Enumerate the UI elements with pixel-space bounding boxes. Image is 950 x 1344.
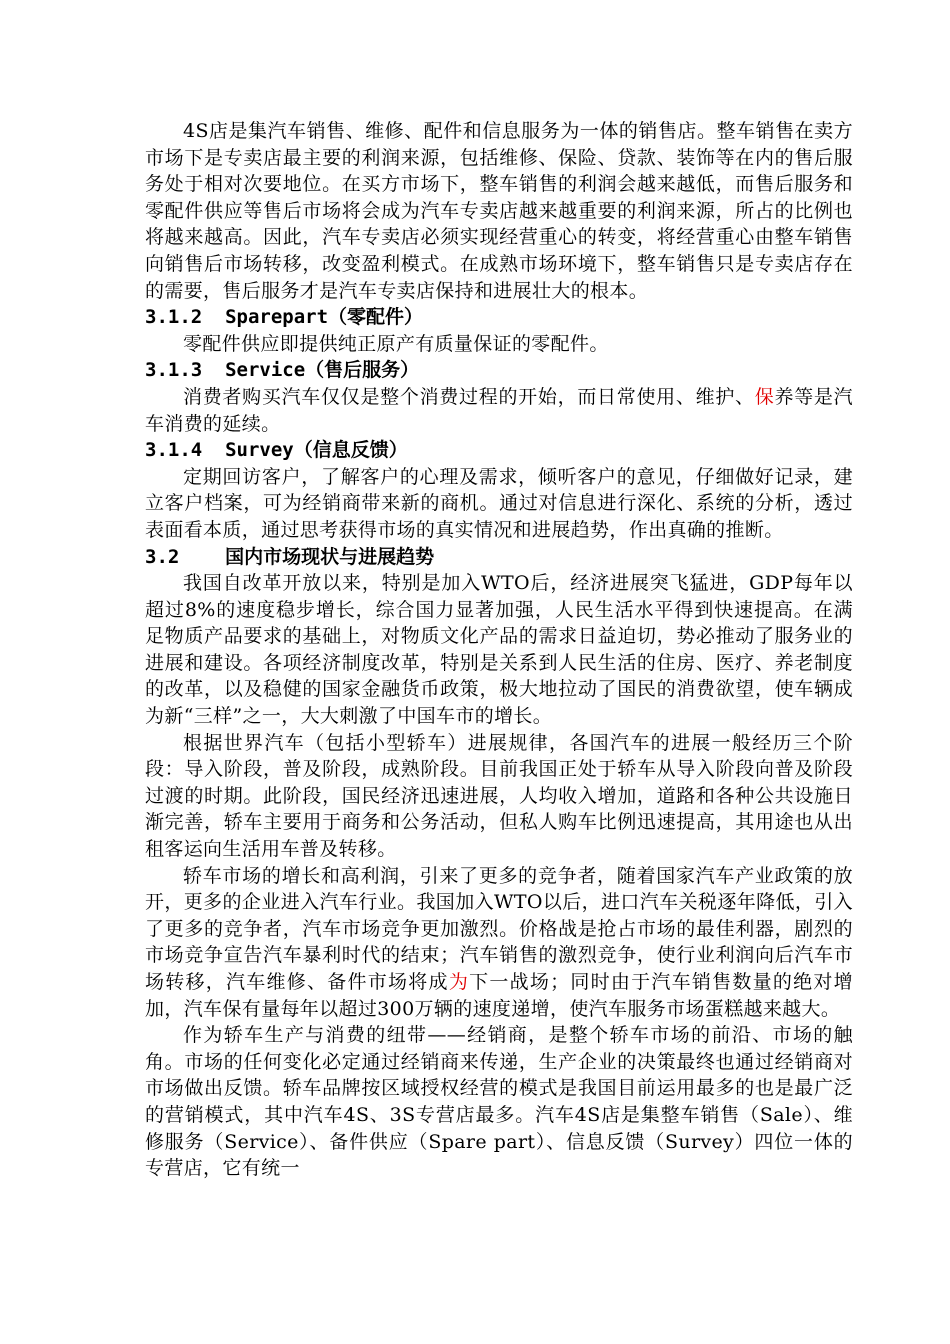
document-page xyxy=(145,118,853,1182)
heading-title: 国内市场现状与进展趋势 xyxy=(225,545,435,568)
heading-3-2 xyxy=(145,544,853,571)
paragraph-survey: 定期回访客户，了解客户的心理及需求，倾听客户的意见，仔细做好记录，建立客户档案，可为经销商带来新的商机。通过对信息进行深化、系统的分析，透过表面看本质，通过思考获得市场的真实情况和进展趋势，作出真确的推断。 xyxy=(145,465,853,541)
text-run: 轿车市场的增长和高利润，引来了更多的竞争者，随着国家汽车产业政策的放开，更多的企业进入汽车行业。我国加入WTO以后，进口汽车关税逐年降低，引入了更多的竞争者，汽车市场竞争更加激烈。价格战是抢占市场的最佳利器，剧烈的市场竞争宣告汽车暴利时代的结束；汽车销售的激烈竞争，使行业利润向后汽车市场转移，汽车维修、备件市场将成 xyxy=(145,864,853,993)
heading-number: 3.2 xyxy=(145,545,180,568)
text-run: 消费者购买汽车仅仅是整个消费过程的开始，而日常使用、维护、 xyxy=(183,385,755,408)
text-run: 下一战场；同时由于汽车销售数量的绝对增加，汽车保有量每年以超过300万辆的速度递增，使汽车服务市场蛋糕越来越大。 xyxy=(145,971,853,1020)
heading-3-1-3 xyxy=(145,357,853,384)
heading-3-1-4 xyxy=(145,437,853,464)
heading-title: Sparepart（零配件） xyxy=(225,306,424,329)
paragraph-sparepart: 零配件供应即提供纯正原产有质量保证的零配件。 xyxy=(183,332,609,355)
paragraph-domestic-market: 我国自改革开放以来，特别是加入WTO后，经济进展突飞猛进，GDP每年以超过8%的速度稳步增长，综合国力显著加强，人民生活水平得到快速提高。在满足物质产品要求的基础上，对物质文化产品的需求日益迫切，势必推动了服务业的进展和建设。各项经济制度改革，特别是关系到人民生活的住房、医疗、养老制度的改革，以及稳健的国家金融货币政策，极大地拉动了国民的消费欲望，使车辆成为新“三样”之一，大大刺激了中国车市的增长。 xyxy=(145,572,853,728)
text-run: 养等是汽车消费的延续。 xyxy=(145,385,853,435)
paragraph-dealers: 作为轿车生产与消费的纽带——经销商，是整个轿车市场的前沿、市场的触角。市场的任何变化必定通过经销商来传递，生产企业的决策最终也通过经销商对市场做出反馈。轿车品牌按区域授权经营的模式是我国目前运用最多的也是最广泛的营销模式，其中汽车4S、3S专营店最多。汽车4S店是集整车销售（Sale）、维修服务（Service）、备件供应（Spare part）、信息反馈（Survey）四位一体的专营店，它有统一 xyxy=(145,1024,853,1180)
paragraph-4s-intro: 4S店是集汽车销售、维修、配件和信息服务为一体的销售店。整车销售在卖方市场下是专卖店最主要的利润来源，包括维修、保险、贷款、装饰等在内的售后服务处于相对次要地位。在买方市场下，整车销售的利润会越来越低，而售后服务和零配件供应等售后市场将会成为汽车专卖店越来越重要的利润来源，所占的比例也将越来越高。因此，汽车专卖店必须实现经营重心的转变，将经营重心由整车销售向销售后市场转移，改变盈利模式。在成熟市场环境下，整车销售只是专卖店存在的需要，售后服务才是汽车专卖店保持和进展壮大的根本。 xyxy=(145,120,853,302)
heading-number: 3.1.4 xyxy=(145,439,203,462)
heading-3-1-2 xyxy=(145,304,853,331)
heading-number: 3.1.2 xyxy=(145,306,203,329)
highlighted-char: 保 xyxy=(754,385,775,408)
heading-title: Service（售后服务） xyxy=(225,359,420,382)
highlighted-char: 为 xyxy=(448,971,470,993)
paragraph-development-stages: 根据世界汽车（包括小型轿车）进展规律，各国汽车的进展一般经历三个阶段：导入阶段，普及阶段，成熟阶段。目前我国正处于轿车从导入阶段向普及阶段过渡的时期。此阶段，国民经济迅速进展，人均收入增加，道路和各种公共设施日渐完善，轿车主要用于商务和公务活动，但私人购车比例迅速提高，其用途也从出租客运向生活用车普及转移。 xyxy=(145,731,853,861)
paragraph-competition xyxy=(145,863,853,1023)
heading-title: Survey（信息反馈） xyxy=(225,439,408,462)
heading-number: 3.1.3 xyxy=(145,359,203,382)
paragraph-service xyxy=(145,384,853,437)
